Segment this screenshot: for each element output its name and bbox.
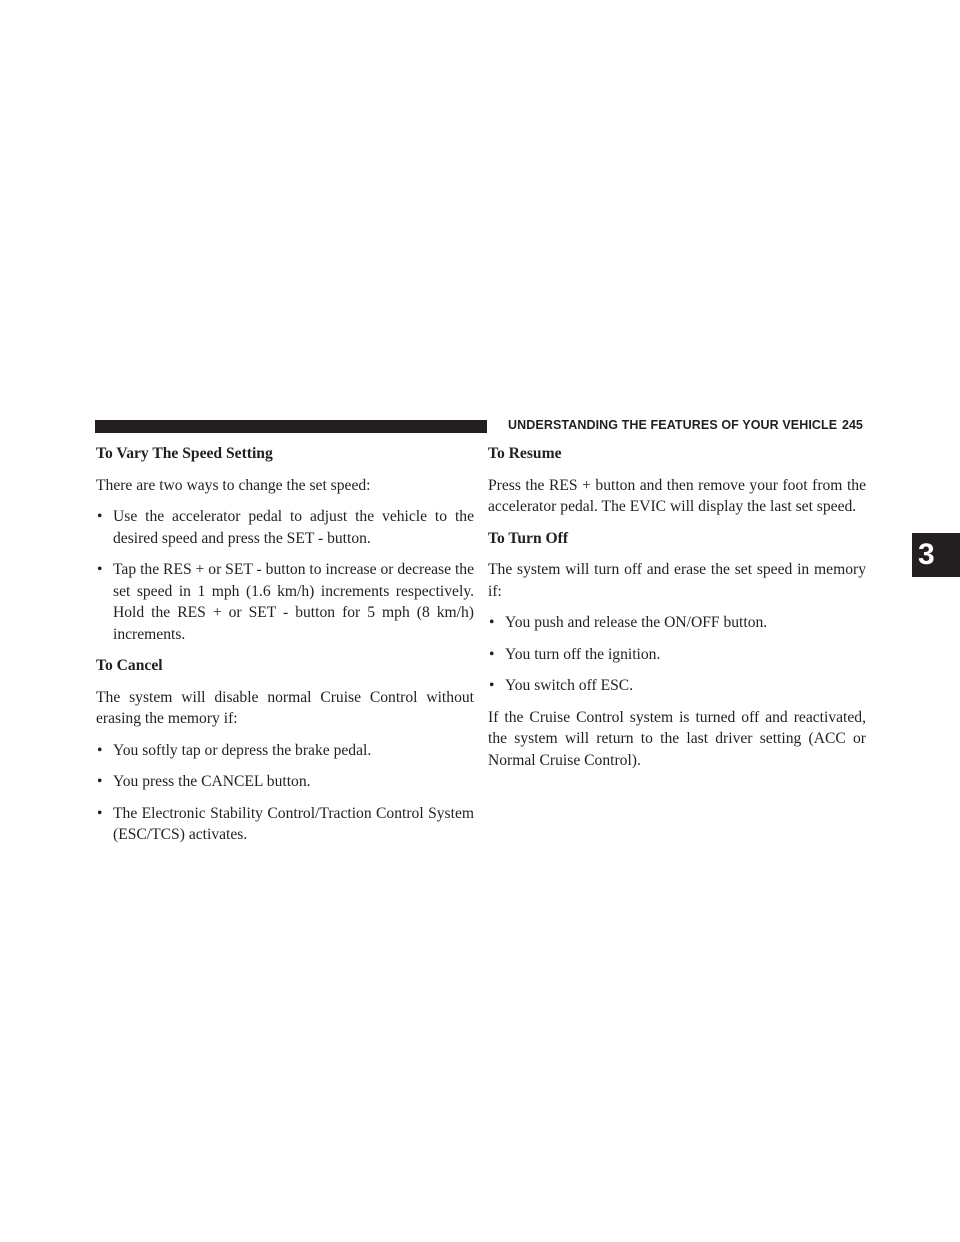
bullet-icon: • [97, 741, 103, 759]
cancel-intro: The system will disable normal Cruise Control without erasing the memory if: [96, 688, 474, 727]
heading-turn-off: To Turn Off [488, 529, 569, 547]
vary-intro: There are two ways to change the set speed: [96, 476, 371, 494]
list-item: • You softly tap or depress the brake pedal. [96, 740, 474, 762]
list-item: • Use the accelerator pedal to adjust the vehicle to the desired speed and press the SET - button. [97, 508, 474, 547]
turn-off-closing: If the Cruise Control system is turned off and reactivated, the system will return to the last driver setting (ACC or Normal Cruise Control). [488, 708, 866, 769]
bullet-icon: • [97, 804, 103, 822]
section-title: UNDERSTANDING THE FEATURES OF YOUR VEHICLE [508, 418, 838, 432]
heading-resume: To Resume [488, 445, 562, 462]
list-item: • You press the CANCEL button. [96, 771, 474, 793]
list-item: • The Electronic Stability Control/Traction Control System (ESC/TCS) activates. [97, 804, 474, 843]
header-rule [95, 420, 487, 433]
cancel-bullet-list [96, 740, 474, 846]
right-column [488, 443, 866, 771]
turn-off-intro: The system will turn off and erase the set speed in memory if: [488, 561, 866, 600]
turn-off-bullet-list [488, 612, 866, 697]
bullet-icon: • [97, 773, 103, 790]
bullet-icon: • [97, 561, 103, 578]
list-item: • You turn off the ignition. [488, 644, 866, 666]
bullet-icon: • [489, 645, 495, 663]
heading-vary-speed: To Vary The Speed Setting [96, 445, 273, 462]
bullet-icon: • [97, 508, 103, 525]
heading-cancel: To Cancel [96, 657, 163, 674]
chapter-tab: 3 [912, 533, 960, 577]
resume-body: Press the RES + button and then remove your foot from the accelerator pedal. The EVIC will display the last set speed. [488, 476, 866, 515]
left-column [96, 443, 474, 856]
bullet-icon: • [489, 677, 495, 694]
bullet-icon: • [489, 614, 495, 631]
list-item: • You switch off ESC. [488, 675, 866, 697]
vary-bullet-list [96, 506, 474, 645]
list-item: • Tap the RES + or SET - button to increase or decrease the set speed in 1 mph (1.6 km/h) increments respectively. Hold the RES + or SET - button for 5 mph (8 km/h) increments. [97, 561, 474, 643]
list-item: • You push and release the ON/OFF button. [488, 612, 866, 634]
page-number: 245 [842, 418, 863, 432]
